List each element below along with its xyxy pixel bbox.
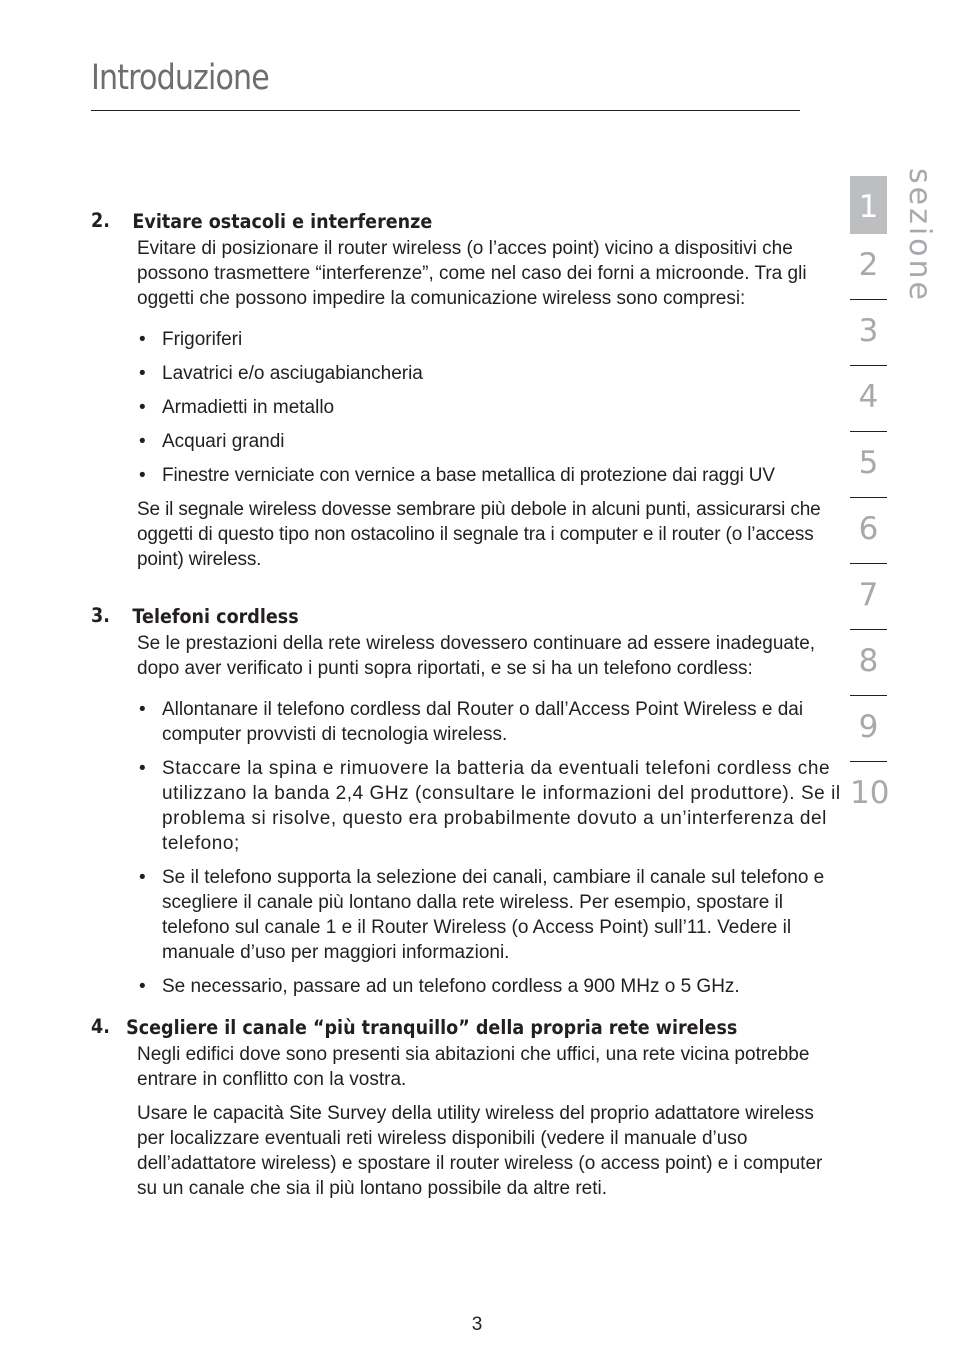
section-number: 4.: [91, 1015, 110, 1038]
list-item: • Allontanare il telefono cordless dal Router o dall’Access Point Wireless e dai computer provvisti di tecnologia wireless.: [137, 697, 843, 747]
list-item: • Armadietti in metallo: [137, 395, 843, 420]
page-title: Introduzione: [91, 58, 269, 98]
section-intro: Evitare di posizionare il router wireless (o l’acces point) vicino a dispositivi che possono trasmettere “interferenze”, come nel caso dei forni a microonde. Tra gli oggetti che possono impedire la comunicazione wireless sono compresi:: [137, 238, 807, 309]
section-4: [91, 1014, 843, 1201]
list-item: • Se il telefono supporta la selezione dei canali, cambiare il canale sul telefono e scegliere il canale più lontano dalla rete wireless. Per esempio, spostare il telefono sul canale 1 e il Router Wireless (o Access Point) sull’11. Vedere il manuale d’uso per maggiori informazioni.: [137, 865, 843, 965]
section-tab-5[interactable]: 5: [850, 432, 887, 498]
section-3: [91, 603, 843, 999]
main-content: [91, 208, 843, 1201]
list-item: • Frigoriferi: [137, 327, 843, 352]
list-item: • Lavatrici e/o asciugabiancheria: [137, 361, 843, 386]
list-item: • Se necessario, passare ad un telefono cordless a 900 MHz o 5 GHz.: [137, 974, 843, 999]
section-number: 2.: [91, 209, 110, 232]
section-2: [91, 208, 843, 572]
section-paragraph: Negli edifici dove sono presenti sia abitazioni che uffici, una rete vicina potrebbe entrare in conflitto con la vostra.: [137, 1044, 810, 1090]
section-tab-1[interactable]: 1: [850, 176, 887, 234]
section-intro: Se le prestazioni della rete wireless dovessero continuare ad essere inadeguate, dopo aver verificato i punti sopra riportati, e se si ha un telefono cordless:: [137, 633, 816, 679]
section-tab-7[interactable]: 7: [850, 564, 887, 630]
title-rule: [91, 110, 800, 111]
section-tab-6[interactable]: 6: [850, 498, 887, 564]
section-paragraph: Usare le capacità Site Survey della utility wireless del proprio adattatore wireless per localizzare eventuali reti wireless disponibili (vedere il manuale d’uso dell’adattatore wireless) e spostare il router wireless (o access point) e i computer su un canale che sia il più lontano possibile da altre reti.: [137, 1103, 823, 1199]
section-tab-8[interactable]: 8: [850, 630, 887, 696]
section-tab-2[interactable]: 2: [850, 234, 887, 300]
section-number: 3.: [91, 604, 110, 627]
section-tab-4[interactable]: 4: [850, 366, 887, 432]
list-item: • Staccare la spina e rimuovere la batteria da eventuali telefoni cordless che utilizzano la banda 2,4 GHz (consultare le informazioni del produttore). Se il problema si risolve, questo era probabilmente dovuto a un’interferenza del telefono;: [137, 756, 843, 856]
section-tab-10[interactable]: 10: [850, 775, 890, 811]
section-heading: Scegliere il canale “più tranquillo” della propria rete wireless: [126, 1016, 738, 1039]
section-tab-3[interactable]: 3: [850, 300, 887, 366]
section-heading: Telefoni cordless: [132, 605, 299, 628]
list-item: • Acquari grandi: [137, 429, 843, 454]
section-heading: Evitare ostacoli e interferenze: [132, 210, 433, 233]
section-tab-9[interactable]: 9: [850, 696, 887, 762]
section-outro: Se il segnale wireless dovesse sembrare più debole in alcuni punti, assicurarsi che oggetti di questo tipo non ostacolino il segnale tra i computer e il router (o l’access point) wireless.: [137, 499, 821, 570]
section-side-label: sezione: [902, 168, 937, 303]
list-item: • Finestre verniciate con vernice a base metallica di protezione dai raggi UV: [137, 463, 843, 488]
bullet-list: [137, 327, 843, 488]
bullet-list: [137, 697, 843, 999]
page-number: 3: [471, 1314, 483, 1335]
